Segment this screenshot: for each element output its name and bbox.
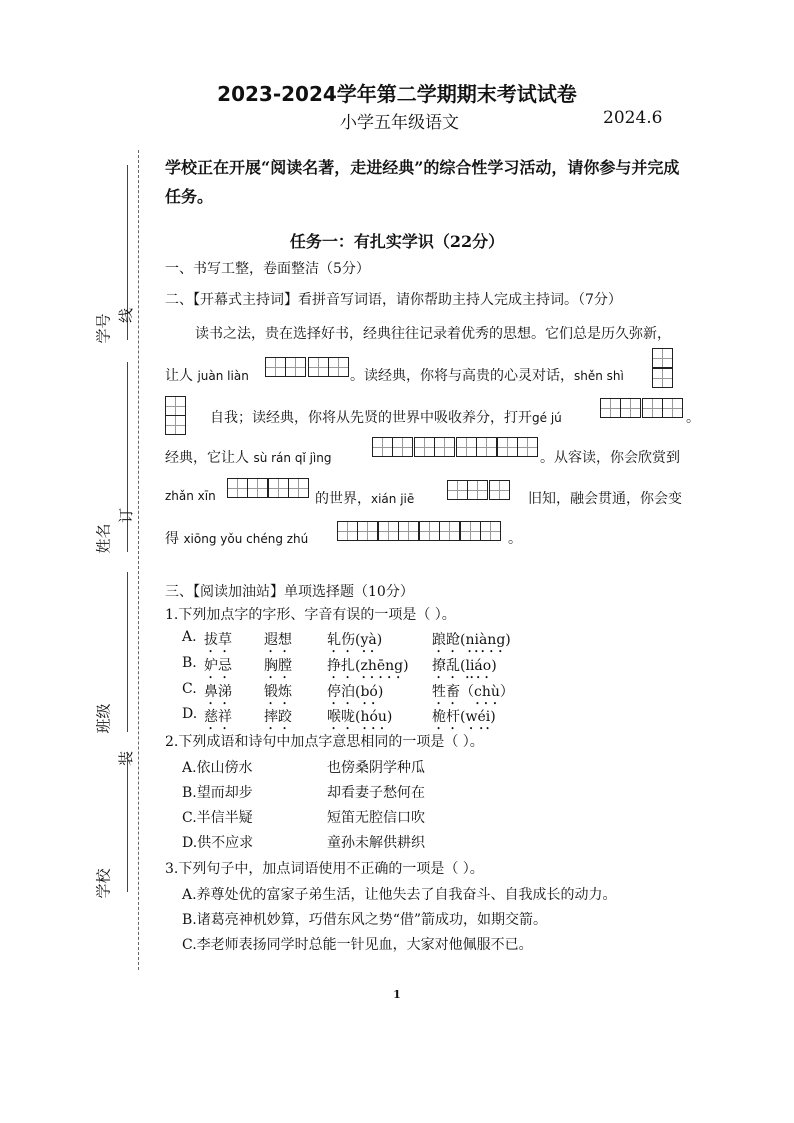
exam-date: 2024.6 (603, 108, 663, 128)
passage-line-2b: 。读经典，你将与高贵的心灵对话，shěn shì (350, 368, 624, 384)
q3-option-a[interactable]: A.养尊处优的富家子弟生活，让他失去了自我奋斗、自我成长的动力。 (182, 887, 617, 903)
q2-option-d[interactable]: D.供不应求 童孙未解供耕织 (182, 835, 425, 851)
answer-grid-xiong-3[interactable] (419, 521, 460, 541)
answer-grid-juanlian-1[interactable] (265, 357, 306, 377)
pinyin-zhanxin: zhǎn xīn (165, 489, 216, 503)
pinyin-geju: gé jú (532, 411, 562, 425)
answer-grid-suran-4[interactable] (497, 437, 538, 457)
q2-option-c[interactable]: C.半信半疑 短笛无腔信口吹 (182, 810, 425, 826)
passage-line-5-end: 旧知，融会贯通，你会变 (528, 491, 682, 507)
q1-option-b[interactable]: B. 妒忌 胸膛 挣扎(zhēng) 撩乱(liáo) (182, 655, 497, 674)
exam-subtitle: 小学五年级语文 (340, 113, 459, 133)
answer-grid-xiong-2[interactable] (378, 521, 419, 541)
passage-line-6-end: 。 (508, 531, 522, 547)
answer-grid-juanlian-2[interactable] (308, 357, 349, 377)
answer-grid-xianjie-2[interactable] (489, 480, 510, 500)
answer-grid-geju-1[interactable] (600, 398, 641, 418)
q1-option-c[interactable]: C. 鼻涕 锻炼 停泊(bó) 牲畜（chù） (182, 681, 514, 700)
q2-option-b[interactable]: B.望而却步 却看妻子愁何在 (182, 785, 425, 801)
name-label: 姓名 (94, 523, 113, 554)
passage-line-3: 自我；读经典，你将从先贤的世界中吸收养分，打开gé jú (210, 410, 562, 426)
q3-stem: 3.下列句子中，加点词语使用不正确的一项是（ ）。 (165, 861, 484, 877)
class-label: 班级 (94, 703, 113, 734)
q2-option-a[interactable]: A.依山傍水 也傍桑阴学种瓜 (182, 760, 425, 776)
binding-dashed-line (138, 150, 139, 970)
pinyin-suranqijing: sù rán qǐ jìng (253, 451, 332, 465)
passage-line-3-end: 。 (686, 410, 700, 426)
q1-option-a[interactable]: A. 拔草 遐想 轧伤(yà) 踉跄(niàng) (182, 629, 511, 648)
passage-line-1: 读书之法，贵在选择好书，经典往往记录着优秀的思想。它们总是历久弥新， (195, 326, 671, 342)
answer-grid-suran-2[interactable] (414, 437, 455, 457)
name-line (127, 362, 128, 552)
q1-stem: 1.下列加点字的字形、字音有误的一项是（ ）。 (165, 607, 456, 623)
q2-stem: 2.下列成语和诗句中加点字意思相同的一项是（ ）。 (165, 734, 484, 750)
passage-line-4-end: 。从容读，你会欣赏到 (540, 450, 680, 466)
passage-line-5-mid: 的世界，xián jiē (315, 491, 415, 507)
page-number: 1 (393, 988, 401, 1001)
intro-text: 学校正在开展“阅读名著，走进经典”的综合性学习活动，请你参与并完成任务。 (165, 158, 680, 206)
answer-grid-xiong-4[interactable] (460, 521, 501, 541)
passage-line-2: 让人 juàn liàn (165, 368, 249, 384)
passage-line-4: 经典，它让人 sù rán qǐ jìng (165, 450, 332, 466)
pinyin-juanlian: juàn liàn (197, 369, 249, 383)
exam-title: 2023-2024学年第二学期期末考试试卷 (217, 82, 577, 106)
q1-option-d[interactable]: D. 慈祥 摔跤 喉咙(hóu) 桅杆(wéi) (182, 706, 496, 725)
pinyin-shenshi: shěn shì (574, 369, 624, 383)
task1-title: 任务一：有扎实学识（22分） (289, 232, 505, 251)
zhuang-mark: 装 (117, 750, 136, 767)
school-label: 学校 (94, 868, 113, 899)
q3-option-c[interactable]: C.李老师表扬同学时总能一针见血，大家对他佩服不已。 (182, 937, 533, 953)
student-id-label: 学号 (94, 313, 113, 344)
answer-grid-shenshi-2[interactable] (165, 396, 186, 416)
class-line (127, 572, 128, 732)
answer-grid-suran-1[interactable] (372, 437, 413, 457)
passage-line-6: 得 xiōng yǒu chéng zhú (165, 531, 309, 547)
answer-grid-xiong-1[interactable] (337, 521, 378, 541)
answer-grid-shenshi-1b[interactable] (652, 368, 673, 388)
answer-grid-xianjie-1[interactable] (447, 480, 488, 500)
answer-grid-geju-2[interactable] (642, 398, 683, 418)
answer-grid-zhanxin-2[interactable] (268, 478, 309, 498)
section3-label: 三、【阅读加油站】单项选择题（10分） (165, 584, 414, 600)
answer-grid-suran-3[interactable] (456, 437, 497, 457)
answer-grid-shenshi-1[interactable] (652, 348, 673, 368)
section1-label: 一、书写工整，卷面整洁（5分） (165, 261, 370, 277)
pinyin-xianjie: xián jiē (371, 492, 415, 506)
section2-label: 二、【开幕式主持词】看拼音写词语，请你帮助主持人完成主持词。（7分） (165, 292, 622, 308)
line-mark: 线 (117, 307, 136, 324)
school-line (127, 752, 128, 892)
q3-option-b[interactable]: B.诸葛亮神机妙算，巧借东风之势“借”箭成功，如期交箭。 (182, 912, 548, 928)
answer-grid-zhanxin-1[interactable] (227, 478, 268, 498)
answer-grid-shenshi-2b[interactable] (165, 415, 186, 435)
passage-line-5 (165, 488, 216, 504)
pinyin-xiongyouchengzhu: xiōng yǒu chéng zhú (183, 532, 309, 546)
ding-mark: 订 (117, 507, 136, 524)
